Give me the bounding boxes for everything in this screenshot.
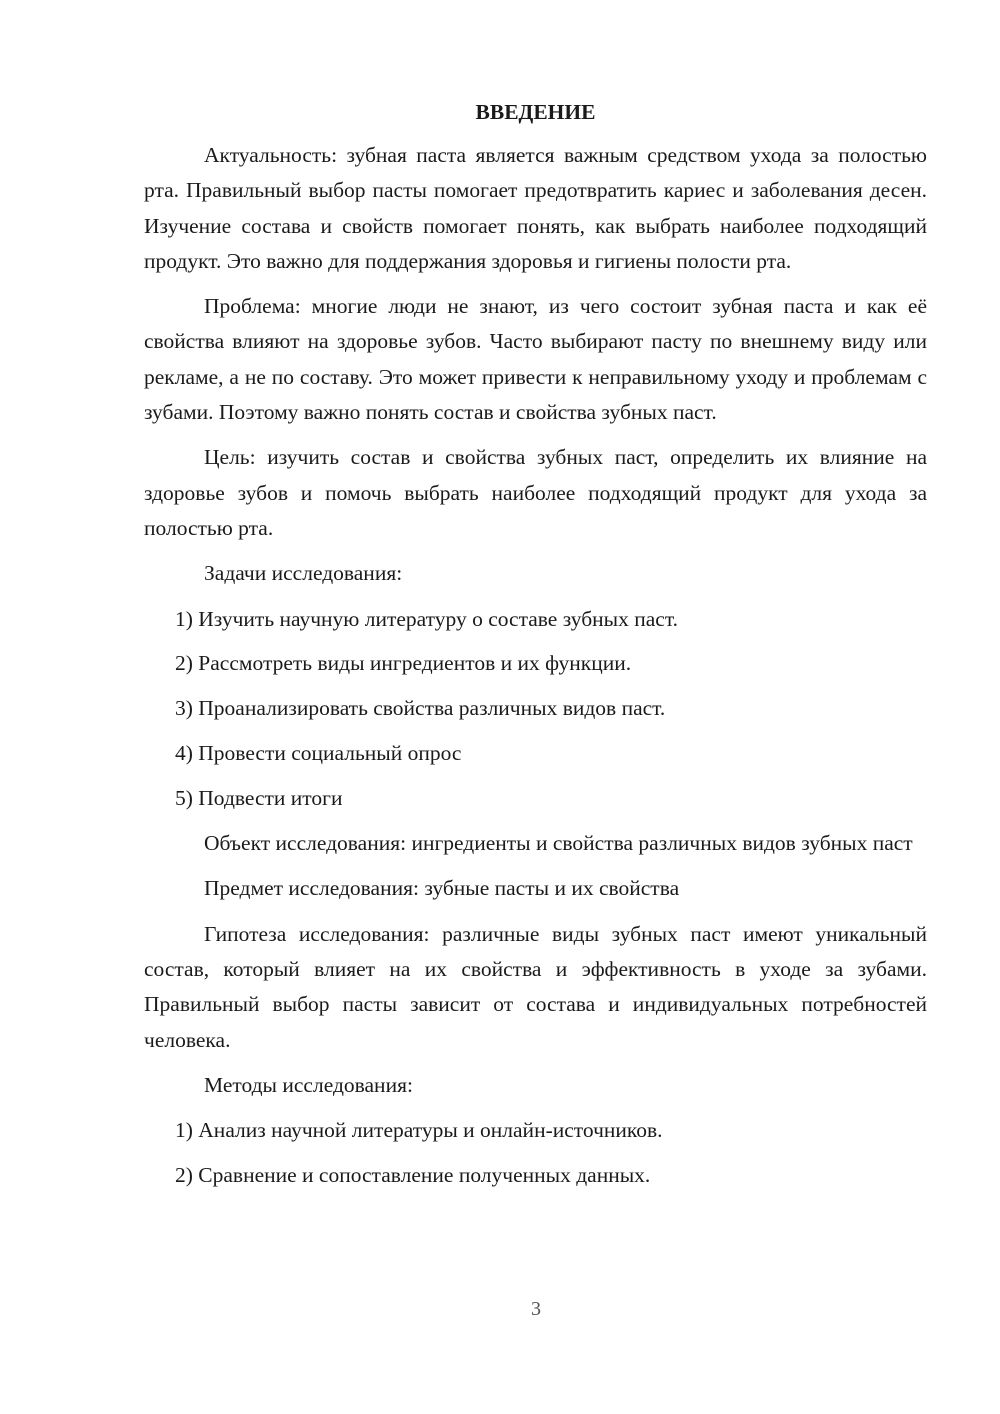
list-item: 5) Подвести итоги	[175, 786, 343, 811]
methods-heading: Методы исследования:	[204, 1072, 413, 1097]
hypothesis-paragraph: Гипотеза исследования: различные виды зубных паст имеют уникальный состав, который влияет на их свойства и эффективность в уходе за зубами. Правильный выбор пасты зависит от состава и индивидуальных потребностей человека.	[144, 921, 927, 1052]
list-item: 4) Провести социальный опрос	[175, 741, 462, 766]
relevance-paragraph: Актуальность: зубная паста является важным средством ухода за полостью рта. Правильный выбор пасты помогает предотвратить кариес и заболевания десен. Изучение состава и свойств помогает понять, как выбрать наиболее подходящий продукт. Это важно для поддержания здоровья и гигиены полости рта.	[144, 143, 927, 273]
list-item: 2) Сравнение и сопоставление полученных данных.	[175, 1162, 651, 1187]
methods-list	[144, 1113, 927, 1193]
section-title: ВВЕДЕНИЕ	[475, 100, 596, 124]
page-content	[144, 94, 927, 1203]
problem-paragraph: Проблема: многие люди не знают, из чего состоит зубная паста и как её свойства влияют на здоровье зубов. Часто выбирают пасту по внешнему виду или рекламе, а не по составу. Это может привести к неправильному уходу и проблемам с зубами. Поэтому важно понять состав и свойства зубных паст.	[144, 294, 927, 425]
page-number: 3	[531, 1298, 541, 1320]
tasks-list	[144, 602, 927, 817]
list-item: 2) Рассмотреть виды ингредиентов и их функции.	[175, 651, 632, 676]
subject-paragraph: Предмет исследования: зубные пасты и их свойства	[204, 876, 680, 901]
object-paragraph: Объект исследования: ингредиенты и свойства различных видов зубных паст	[204, 831, 913, 856]
list-item: 3) Проанализировать свойства различных видов паст.	[175, 696, 666, 721]
list-item: 1) Изучить научную литературу о составе зубных паст.	[175, 606, 678, 631]
goal-paragraph: Цель: изучить состав и свойства зубных паст, определить их влияние на здоровье зубов и помочь выбрать наиболее подходящий продукт для ухода за полостью рта.	[144, 445, 927, 540]
list-item: 1) Анализ научной литературы и онлайн-источников.	[175, 1118, 663, 1143]
tasks-heading: Задачи исследования:	[204, 561, 403, 586]
